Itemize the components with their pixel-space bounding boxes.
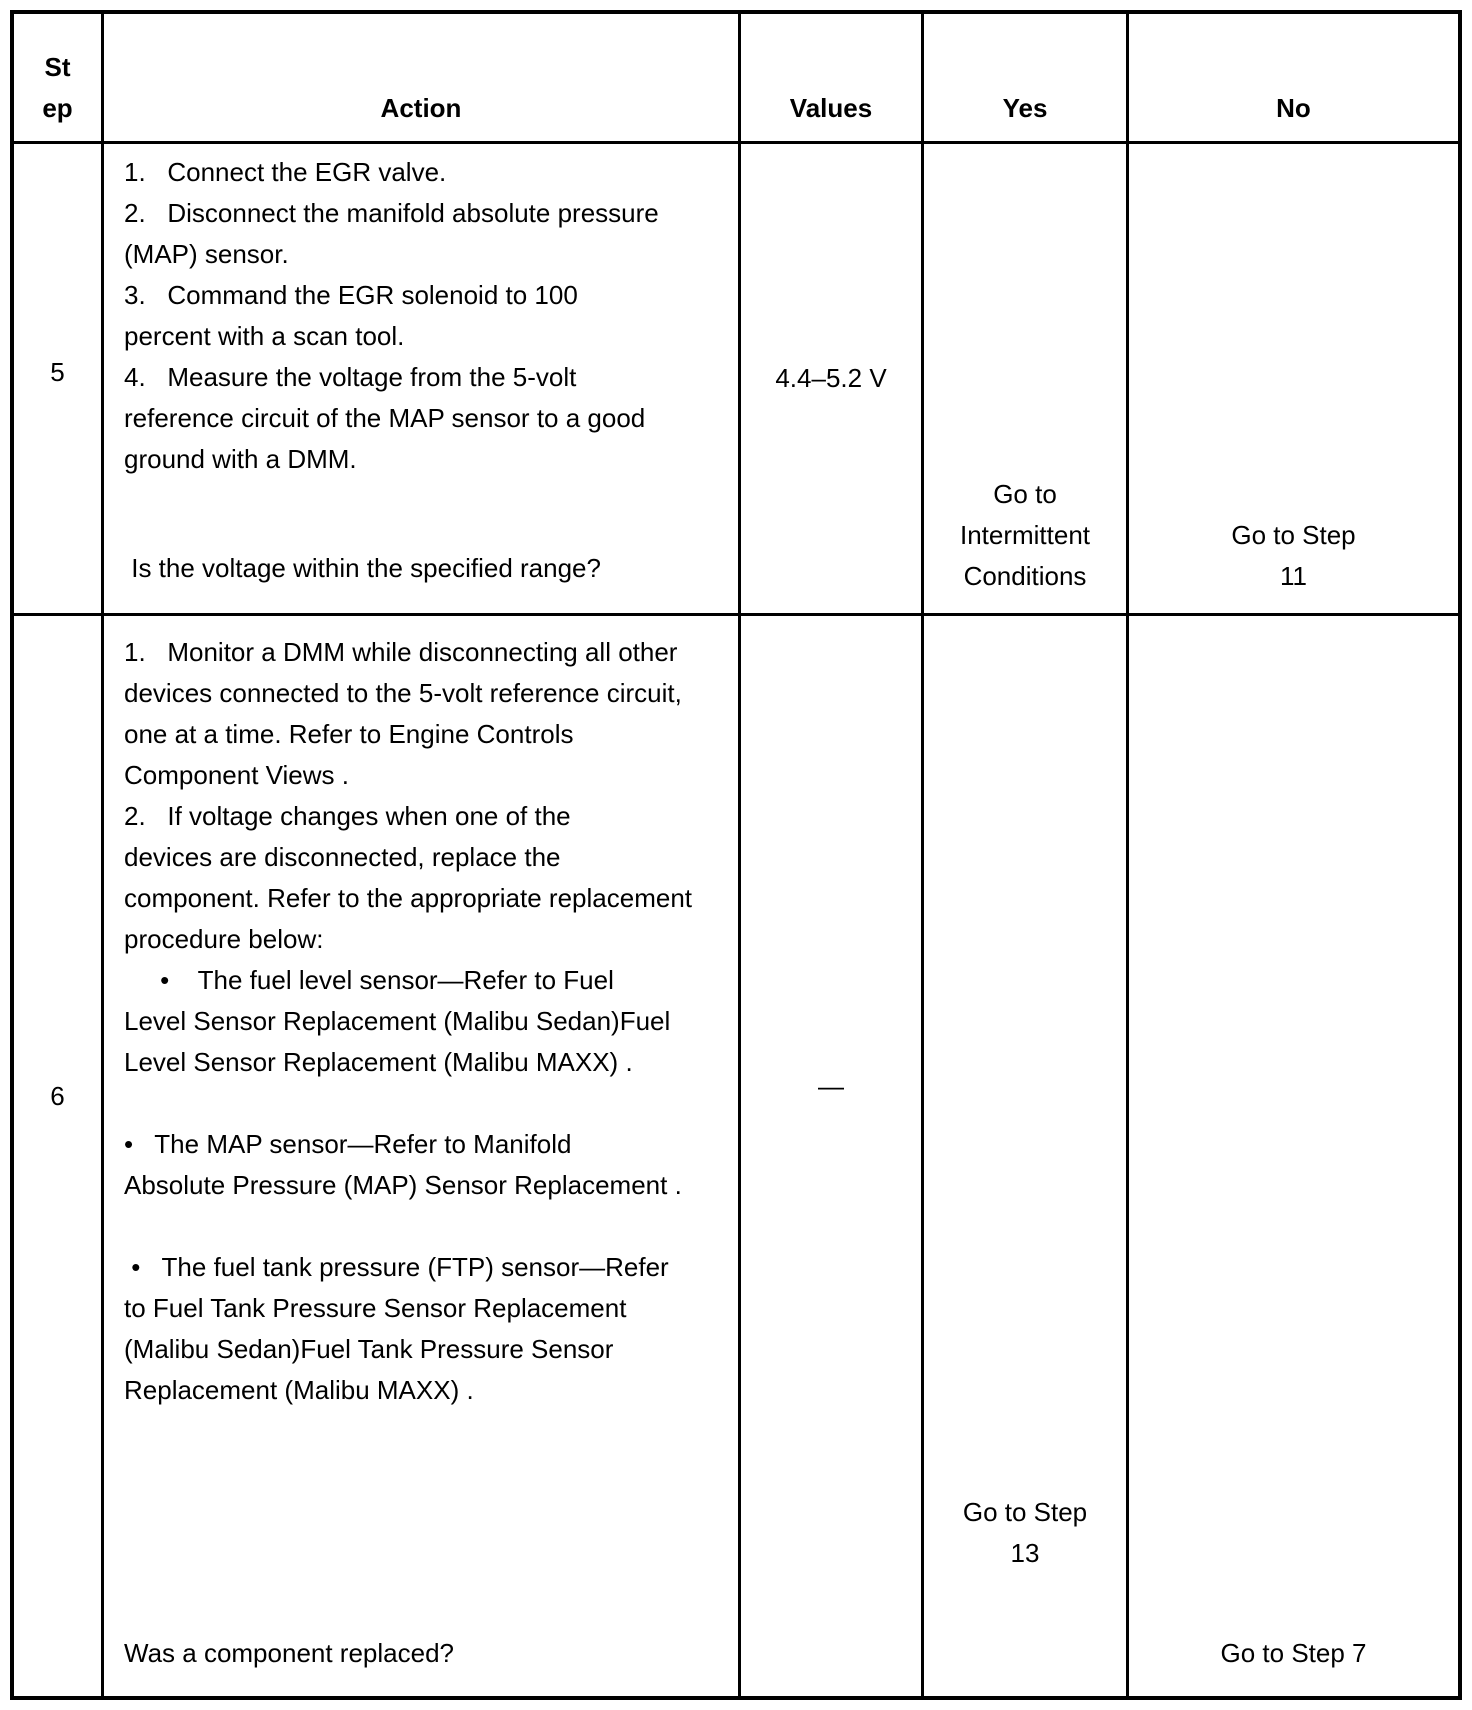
question-text: Was a component replaced? (124, 1638, 455, 1668)
step-number: 6 (50, 1080, 65, 1111)
no-cell (1129, 144, 1458, 613)
step-number-cell (14, 144, 104, 613)
action-line: component. Refer to the appropriate replacement (124, 883, 693, 913)
action-line: 3. Command the EGR solenoid to 100 (124, 280, 578, 310)
header-action-label: Action (380, 93, 462, 123)
no-cell (1129, 616, 1458, 1696)
yes-line: Conditions (963, 561, 1087, 591)
action-line: reference circuit of the MAP sensor to a good (124, 403, 646, 433)
action-line: (Malibu Sedan)Fuel Tank Pressure Sensor (124, 1334, 614, 1364)
values-text: — (818, 1070, 844, 1101)
action-blank-line (124, 1083, 718, 1124)
table-header-row (14, 14, 1458, 144)
header-step-line2: ep (42, 93, 73, 123)
action-cell (104, 144, 741, 613)
action-line: (MAP) sensor. (124, 239, 289, 269)
action-line: Replacement (Malibu MAXX) . (124, 1375, 474, 1405)
action-line: Component Views . (124, 760, 349, 790)
values-cell (741, 616, 924, 1696)
action-line: Absolute Pressure (MAP) Sensor Replacement . (124, 1170, 682, 1200)
action-bullet-line: • The MAP sensor—Refer to Manifold (124, 1129, 572, 1159)
action-line: procedure below: (124, 924, 324, 954)
header-step-line1: St (44, 52, 71, 82)
step-number: 5 (50, 357, 65, 387)
header-no (1129, 14, 1458, 141)
header-yes-label: Yes (1002, 93, 1048, 123)
action-line: 4. Measure the voltage from the 5-volt (124, 362, 577, 392)
action-line: devices are disconnected, replace the (124, 842, 561, 872)
yes-line: 13 (1010, 1538, 1040, 1568)
no-line: 11 (1280, 561, 1307, 591)
yes-line: Intermittent (959, 520, 1091, 550)
action-line: ground with a DMM. (124, 444, 357, 474)
question-text: Is the voltage within the specified range? (124, 553, 601, 583)
yes-line: Go to Step (962, 1497, 1088, 1527)
action-instructions (124, 632, 718, 1411)
values-cell (741, 144, 924, 613)
action-line: 1. Connect the EGR valve. (124, 157, 447, 187)
header-values-label: Values (789, 93, 873, 123)
table-row-step-5 (14, 144, 1458, 616)
action-line: Level Sensor Replacement (Malibu Sedan)Fuel (124, 1006, 671, 1036)
action-line: 1. Monitor a DMM while disconnecting all other (124, 637, 678, 667)
action-bullet-line: • The fuel tank pressure (FTP) sensor—Refer (124, 1252, 669, 1282)
action-line: 2. If voltage changes when one of the (124, 801, 571, 831)
action-instructions (124, 152, 718, 480)
yes-cell (924, 616, 1129, 1696)
yes-cell (924, 144, 1129, 613)
action-line: one at a time. Refer to Engine Controls (124, 719, 574, 749)
no-line: Go to Step (1231, 520, 1356, 550)
action-line: percent with a scan tool. (124, 321, 405, 351)
values-text: 4.4–5.2 V (775, 363, 887, 393)
no-line: Go to Step 7 (1220, 1638, 1367, 1668)
diagnostic-table (10, 10, 1462, 1700)
action-line: 2. Disconnect the manifold absolute pressure (124, 198, 659, 228)
yes-line: Go to (993, 479, 1057, 509)
header-values (741, 14, 924, 141)
header-no-label: No (1276, 93, 1311, 123)
action-cell (104, 616, 741, 1696)
action-bullet-line: • The fuel level sensor—Refer to Fuel (124, 965, 614, 995)
action-line: to Fuel Tank Pressure Sensor Replacement (124, 1293, 627, 1323)
action-line: Level Sensor Replacement (Malibu MAXX) . (124, 1047, 633, 1077)
step-number-cell (14, 616, 104, 1696)
table-row-step-6 (14, 616, 1458, 1696)
header-action (104, 14, 741, 141)
action-blank-line (124, 1206, 718, 1247)
header-yes (924, 14, 1129, 141)
action-line: devices connected to the 5-volt reference circuit, (124, 678, 682, 708)
header-step (14, 14, 104, 141)
